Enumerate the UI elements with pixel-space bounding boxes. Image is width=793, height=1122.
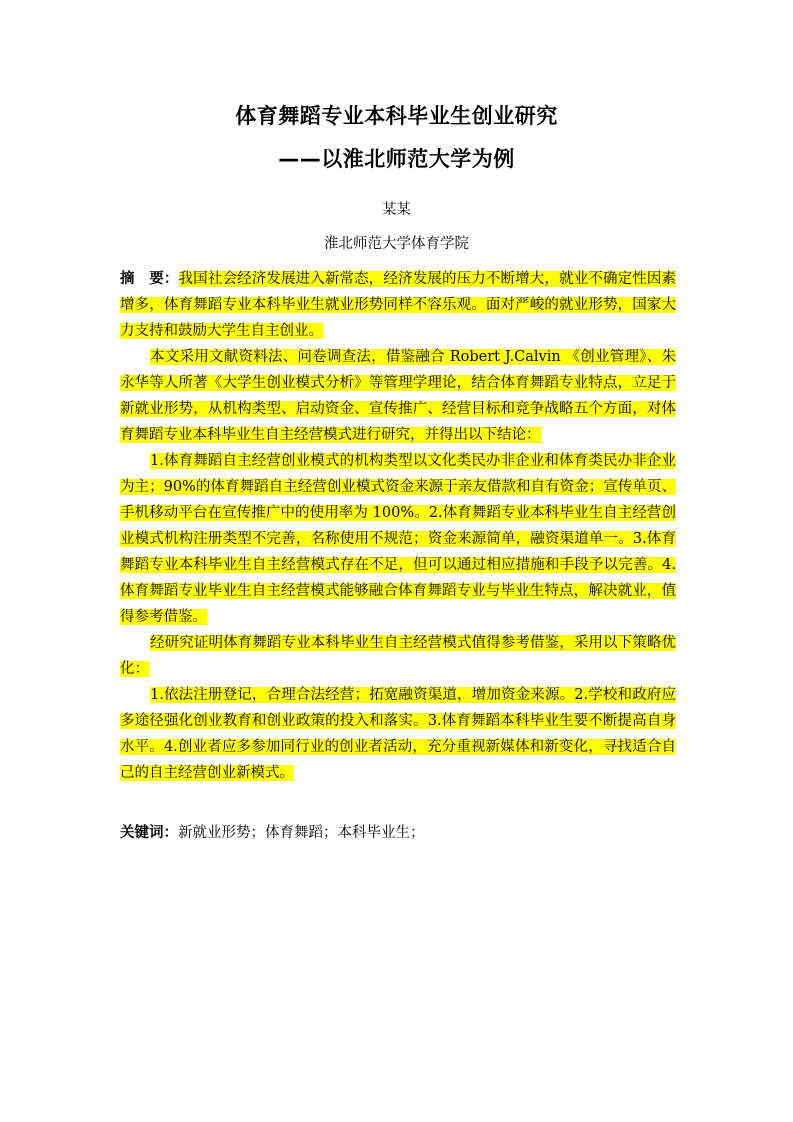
abstract-paragraph-5 (120, 682, 676, 786)
abstract-paragraph-2 (120, 344, 676, 448)
author-affiliation: 淮北师范大学体育学院 (324, 236, 469, 252)
abstract-paragraph-4 (120, 630, 676, 682)
title-subtitle: ——以淮北师范大学为例 (278, 147, 515, 171)
abstract-text-2: 本文采用文献资料法、问卷调查法，借鉴融合 Robert J.Calvin 《创业管理》、朱永华等人所著《大学生创业模式分析》等管理学理论，结合体育舞蹈专业特点，立足于新就业形势，从机构类型、启动资金、宣传推广、经营目标和竞争战略五个方面，对体育舞蹈专业本科毕业生自主经营模式进行研究，并得出以下结论： (120, 349, 676, 443)
abstract-label: 摘 要： (120, 271, 179, 287)
title-main: 体育舞蹈专业本科毕业生创业研究 (235, 104, 558, 128)
abstract-text-1: 我国社会经济发展进入新常态，经济发展的压力不断增大，就业不确定性因素增多，体育舞蹈专业本科毕业生就业形势同样不容乐观。面对严峻的就业形势，国家大力支持和鼓励大学生自主创业。 (120, 271, 677, 339)
keywords-line (120, 820, 676, 846)
abstract-paragraph-1 (120, 266, 676, 344)
keywords-label: 关键词： (120, 825, 178, 841)
abstract-paragraph-3 (120, 448, 676, 630)
keywords-text: 新就业形势；体育舞蹈；本科毕业生； (178, 825, 425, 841)
author-name: 某某 (382, 202, 411, 218)
abstract-section (120, 266, 676, 786)
abstract-text-4: 经研究证明体育舞蹈专业本科毕业生自主经营模式值得参考借鉴，采用以下策略优化： (120, 635, 676, 677)
abstract-text-5: 1.依法注册登记，合理合法经营；拓宽融资渠道，增加资金来源。2.学校和政府应多途径强化创业教育和创业政策的投入和落实。3.体育舞蹈本科毕业生要不断提高自身水平。4.创业者应多参加同行业的创业者活动，充分重视新媒体和新变化，寻找适合自己的自主经营创业新模式。 (120, 687, 676, 781)
abstract-text-3: 1.体育舞蹈自主经营创业模式的机构类型以文化类民办非企业和体育类民办非企业为主；90%的体育舞蹈自主经营创业模式资金来源于亲友借款和自有资金；宣传单页、手机移动平台在宣传推广中的使用率为 100%。2.体育舞蹈专业本科毕业生自主经营创业模式机构注册类型不完善，名称使用不规范；资金来源简单，融资渠道单一。3.体育舞蹈专业本科毕业生自主经营模式存在不足，但可以通过相应措施和手段予以完善。4.体育舞蹈专业毕业生自主经营模式能够融合体育舞蹈专业与毕业生特点，解决就业，值得参考借鉴。 (120, 453, 676, 625)
